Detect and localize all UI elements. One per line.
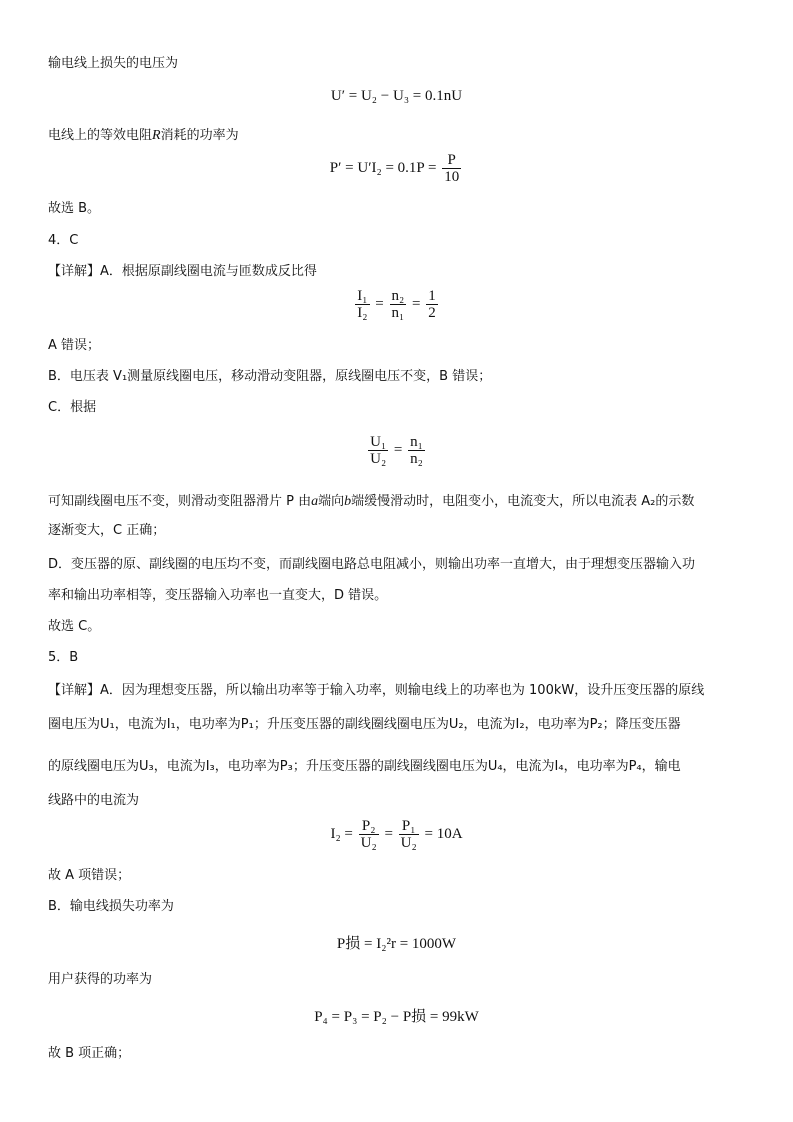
line-16: 圈电压为U₁，电流为I₁，电功率为P₁；升压变压器的副线圈线圈电压为U₂，电流为I₂，电功率为P₂；降压变压器 [48,717,681,732]
equals-sign: = [393,441,403,458]
equals-sign: = [411,295,421,312]
formula-current-right: = 10A [424,825,463,842]
fraction-denominator: I₂ [357,305,368,321]
line-22: 故 B 项正确； [48,1046,131,1061]
fraction-denominator: n₂ [410,451,423,467]
line-12: 率和输出功率相等，变压器输入功率也一直变大，D 错误。 [48,588,388,603]
fraction-numerator: U₁ [370,434,387,450]
line-20: B．输电线损失功率为 [48,899,174,914]
fraction-numerator: I₁ [357,288,368,304]
equals-sign: = [384,825,393,842]
fraction-p-over-10 [442,152,461,185]
fraction-i1-i2 [355,288,369,321]
fraction-denominator: 10 [444,169,460,185]
fraction-numerator: 1 [428,288,436,304]
formula-user-power: P₄ = P₃ = P₂ − P损 = 99kW [314,1009,479,1025]
fraction-numerator: P [442,152,461,169]
line-9-text-c: 端向 [318,494,345,509]
fraction-numerator: P₂ [359,818,379,835]
formula-current-left: I₂ = [330,825,353,842]
line-14: 5．B [48,650,79,665]
line-6: A 错误； [48,338,101,353]
line-17: 的原线圈电压为U₃，电流为I₃，电功率为P₃；升压变压器的副线圈线圈电压为U₄，电流为I₄，电功率为P₄，输电 [48,759,681,774]
line-10: 逐渐变大，C 正确； [48,523,166,538]
equals-sign: = [375,295,384,312]
line-9-text-a: 可知副线圈电压不变，则滑动变阻器滑片 P 由 [48,494,312,509]
line-2 [48,126,239,146]
line-9 [48,492,694,512]
line-7: B．电压表 V₁测量原线圈电压，移动滑动变阻器，原线圈电压不变，B 错误； [48,369,492,384]
resistance-symbol: R [152,128,161,143]
formula-voltage-loss: U′ = U₂ − U₃ = 0.1nU [330,88,463,104]
line-3: 故选 B。 [48,201,101,216]
fraction-p2-u2 [359,818,379,851]
fraction-denominator: U₂ [400,835,417,851]
line-19: 故 A 项错误； [48,868,131,883]
fraction-denominator: U₂ [360,835,377,851]
line-5: 【详解】A．根据原副线圈电流与匝数成反比得 [48,264,317,279]
line-13: 故选 C。 [48,619,101,634]
line-9-text-e: 端缓慢滑动时，电阻变小，电流变大，所以电流表 A₂的示数 [351,494,695,509]
line-2-text: 电线上的等效电阻 [48,128,153,143]
fraction-n1-n2 [408,434,425,467]
fraction-1-2 [426,288,438,321]
formula-power-loss-left: P′ = U′I₂ = 0.1P = [329,159,437,176]
formula-loss-power: P损 = I₂²r = 1000W [336,936,457,952]
line-11: D．变压器的原、副线圈的电压均不变，而副线圈电路总电阻减小，则输出功率一直增大，由于理想变压器输入功 [48,557,696,572]
line-18: 线路中的电流为 [48,793,140,808]
formula-line-current [0,818,793,851]
fraction-u1-u2 [368,434,388,467]
formula-power-loss [0,152,793,185]
line-15: 【详解】A．因为理想变压器，所以输出功率等于输入功率，则输电线上的功率也为 100kW，设升压变压器的原线 [48,683,705,698]
fraction-denominator: n₁ [391,305,405,321]
formula-current-ratio [0,288,793,321]
fraction-numerator: P₁ [399,818,419,835]
line-8: C．根据 [48,400,97,415]
fraction-n2-n1 [390,288,407,321]
line-21: 用户获得的功率为 [48,972,153,987]
line-2-text-b: 消耗的功率为 [160,128,239,143]
line-1: 输电线上损失的电压为 [48,56,179,71]
fraction-denominator: 2 [428,305,436,321]
point-b: b [344,494,352,509]
fraction-p1-u2 [399,818,419,851]
formula-voltage-ratio [0,434,793,467]
point-a: a [311,494,319,509]
fraction-numerator: n₂ [391,288,405,304]
fraction-numerator: n₁ [410,434,423,450]
fraction-denominator: U₂ [370,451,387,467]
line-4: 4．C [48,233,79,248]
